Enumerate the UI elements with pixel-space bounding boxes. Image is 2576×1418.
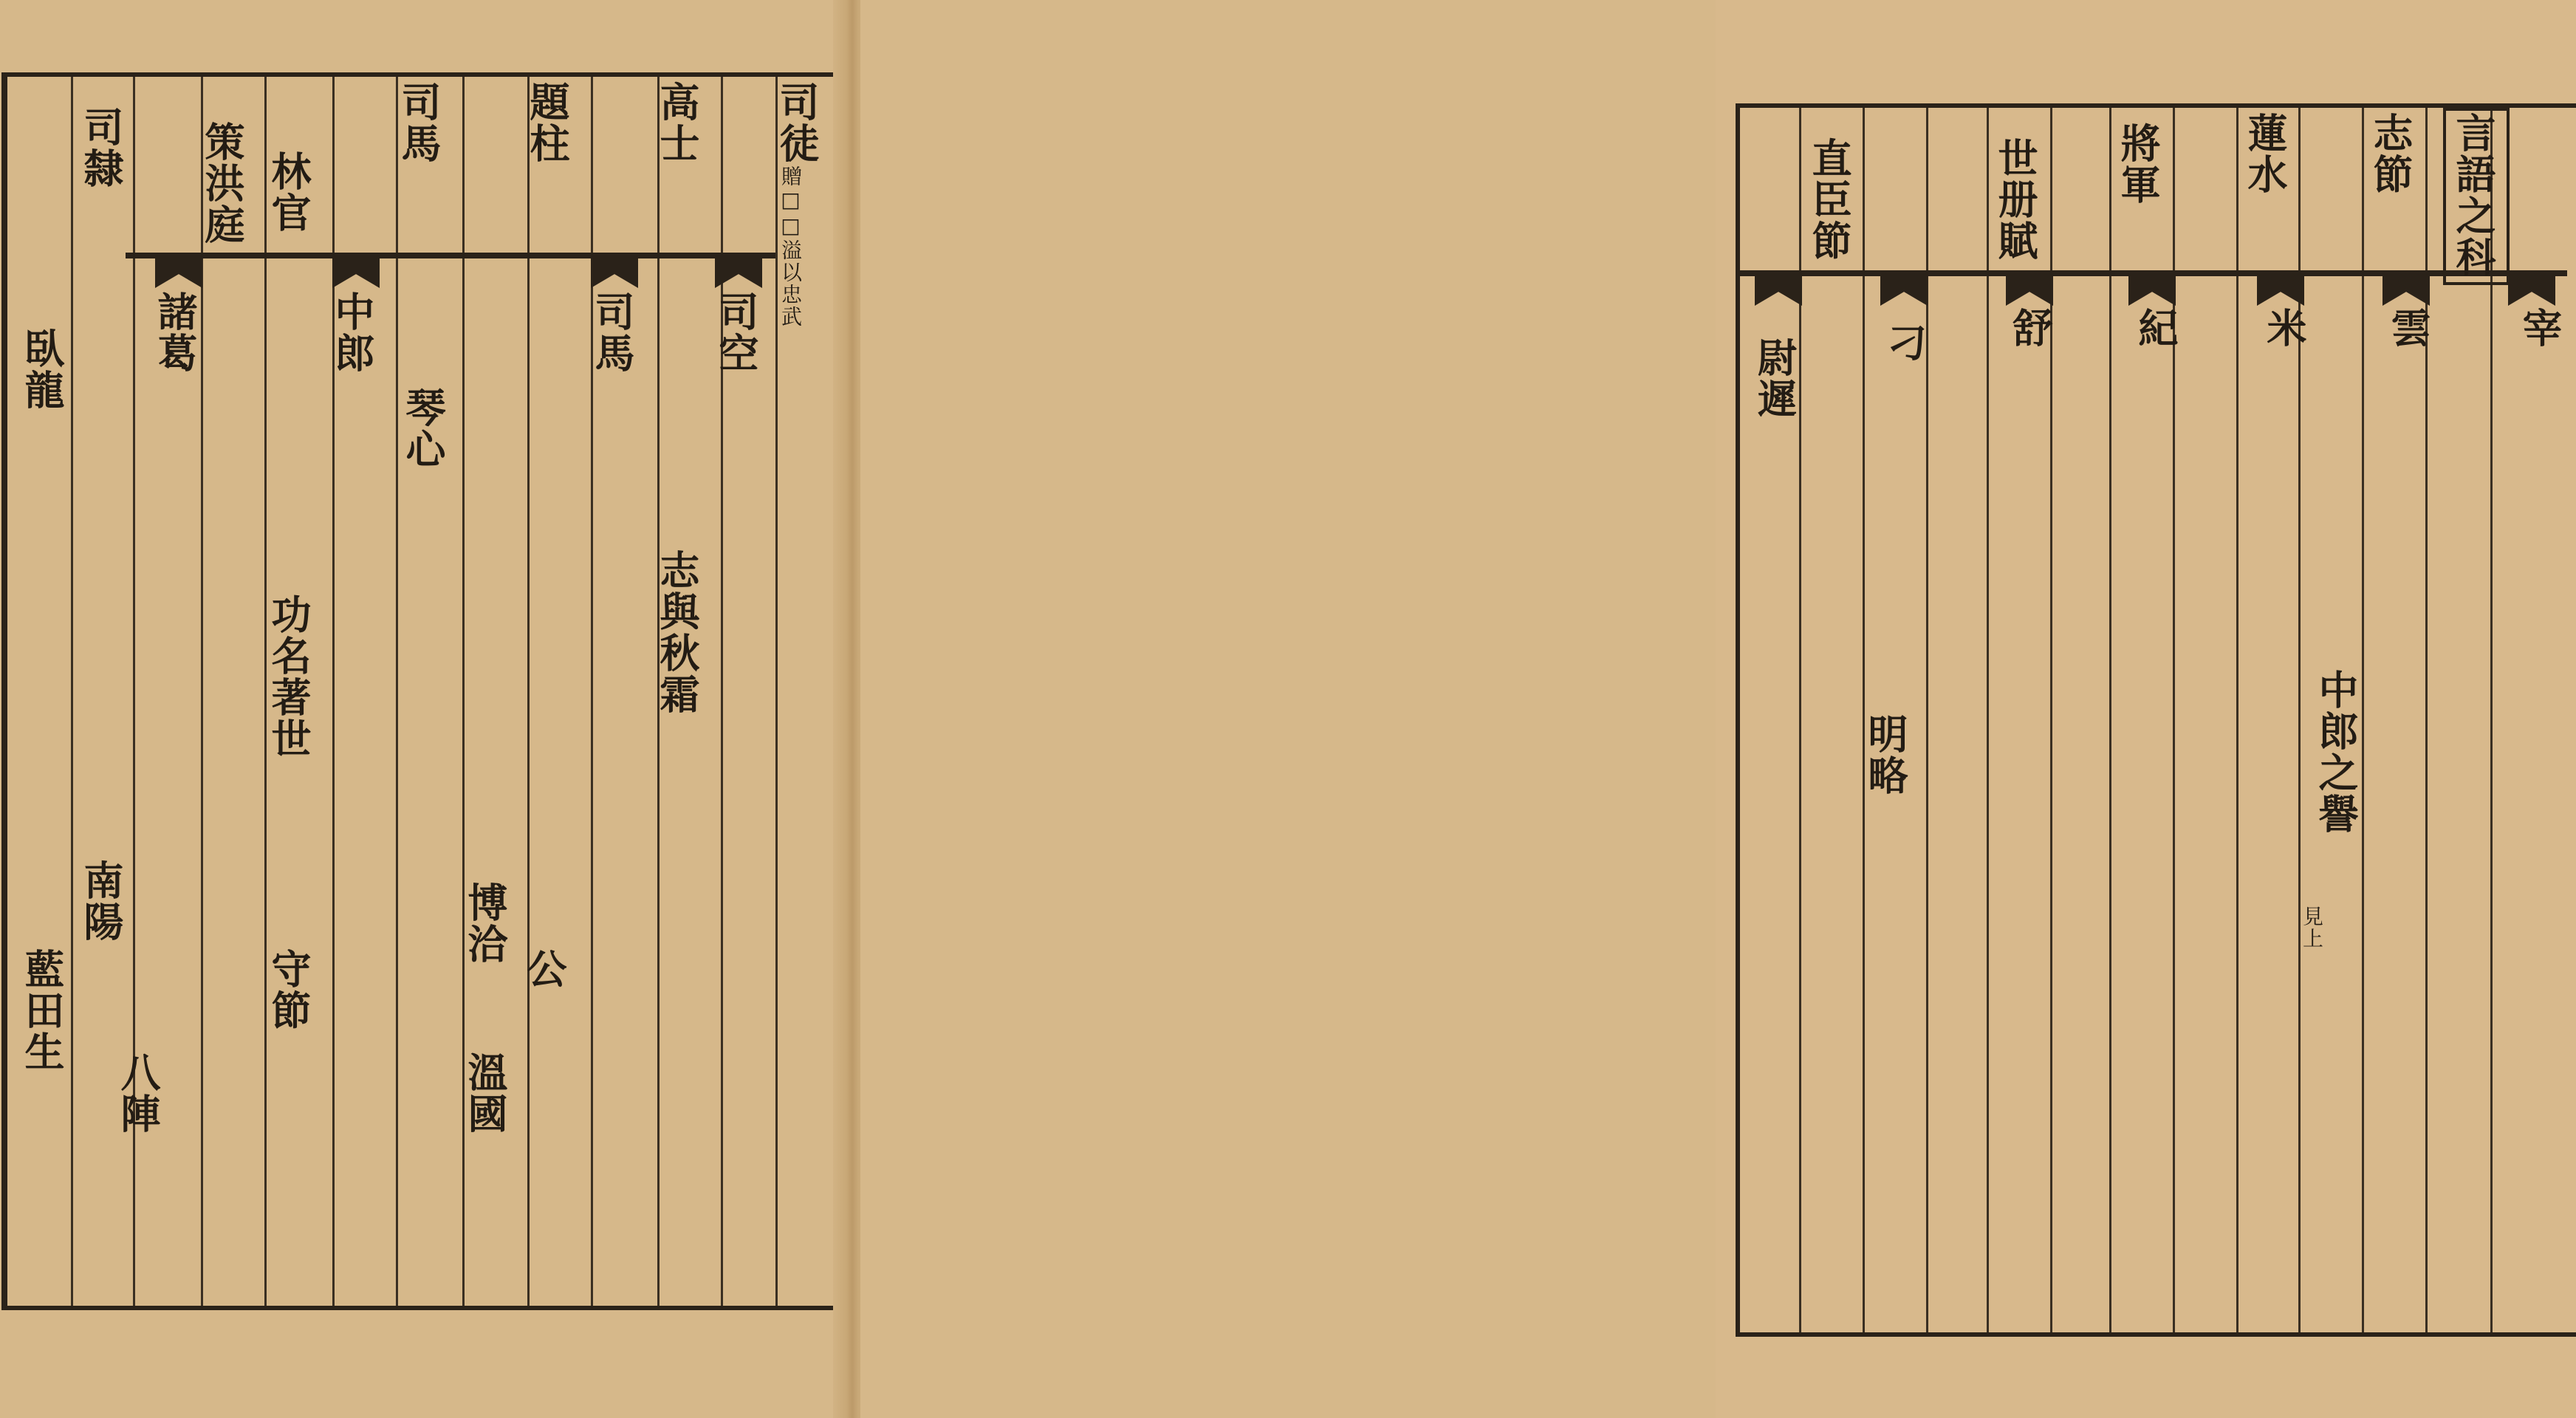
headword: 直臣節 [1806, 137, 1853, 261]
section-title: 言語之科 [2450, 112, 2497, 278]
left-page-frame [1, 72, 837, 1310]
column-rule [2109, 108, 2111, 1332]
subhead: 司馬 [589, 291, 636, 374]
headword: 題柱 [524, 81, 571, 164]
subhead: 臥龍 [18, 328, 66, 411]
term: 博洽 [462, 882, 509, 965]
column-rule [2236, 108, 2238, 1332]
headword: 高士 [654, 81, 701, 164]
entry-tab-marker [2006, 275, 2053, 306]
column-rule [2490, 108, 2493, 1332]
headword: 司隸 [78, 106, 125, 189]
entry-tab-marker [2383, 275, 2430, 306]
headword: 司馬 [395, 81, 442, 164]
term: 八陣 [114, 1052, 162, 1134]
entry-tab-marker [332, 257, 380, 288]
headword: 蓮水 [2241, 112, 2289, 195]
left-page [0, 0, 849, 1418]
headword: 策洪庭 [199, 121, 246, 245]
subhead: 米 [2261, 307, 2308, 349]
term: 守節 [265, 948, 312, 1031]
right-page [860, 0, 2563, 1418]
entry-tab-marker [715, 257, 762, 288]
entry-tab-marker [2508, 275, 2555, 306]
subhead: 司空 [713, 291, 760, 374]
subhead: 紀 [2132, 307, 2179, 349]
entry-tab-marker [591, 257, 638, 288]
term: 公 [521, 948, 568, 990]
column-rule [775, 77, 778, 1306]
term: 志與秋霜 [654, 549, 701, 715]
subhead: 中郎 [329, 291, 376, 374]
column-rule [71, 77, 73, 1306]
column-rule [396, 77, 398, 1306]
headword: 將軍 [2114, 123, 2162, 205]
term: 功名著世 [265, 594, 312, 759]
entry-tab-marker [2257, 275, 2304, 306]
subhead: 宰 [2516, 307, 2563, 349]
headword: 林官 [265, 151, 312, 233]
subhead: 尉遲 [1751, 337, 1798, 419]
headword: 世册賦 [1992, 137, 2039, 261]
subhead: 琴心 [400, 387, 447, 470]
subhead: 舒 [2007, 307, 2054, 349]
subhead: 諸葛 [151, 291, 199, 374]
term: 見上 [2300, 905, 2324, 950]
entry-tab-marker [1880, 275, 1928, 306]
headword: 志節 [2367, 112, 2414, 195]
column-rule [527, 77, 530, 1306]
header-band [126, 253, 775, 258]
column-rule [1987, 108, 1989, 1332]
subhead: 刁 [1881, 322, 1928, 363]
subhead: 雲 [2385, 307, 2432, 349]
entry-tab-marker [2128, 275, 2176, 306]
term: 中郎之譽 [2312, 669, 2360, 835]
column-rule [2362, 108, 2364, 1332]
entry-tab-marker [155, 257, 202, 288]
term: 南陽 [78, 860, 125, 942]
term: 溫國 [462, 1052, 509, 1134]
headword: 司徒 [773, 81, 821, 164]
term: 藍田生 [18, 948, 66, 1072]
term: 明略 [1862, 713, 1909, 796]
right-page-frame [1736, 103, 2576, 1337]
gloss: 贈□□溢以忠武 [778, 165, 803, 328]
entry-tab-marker [1755, 275, 1802, 306]
